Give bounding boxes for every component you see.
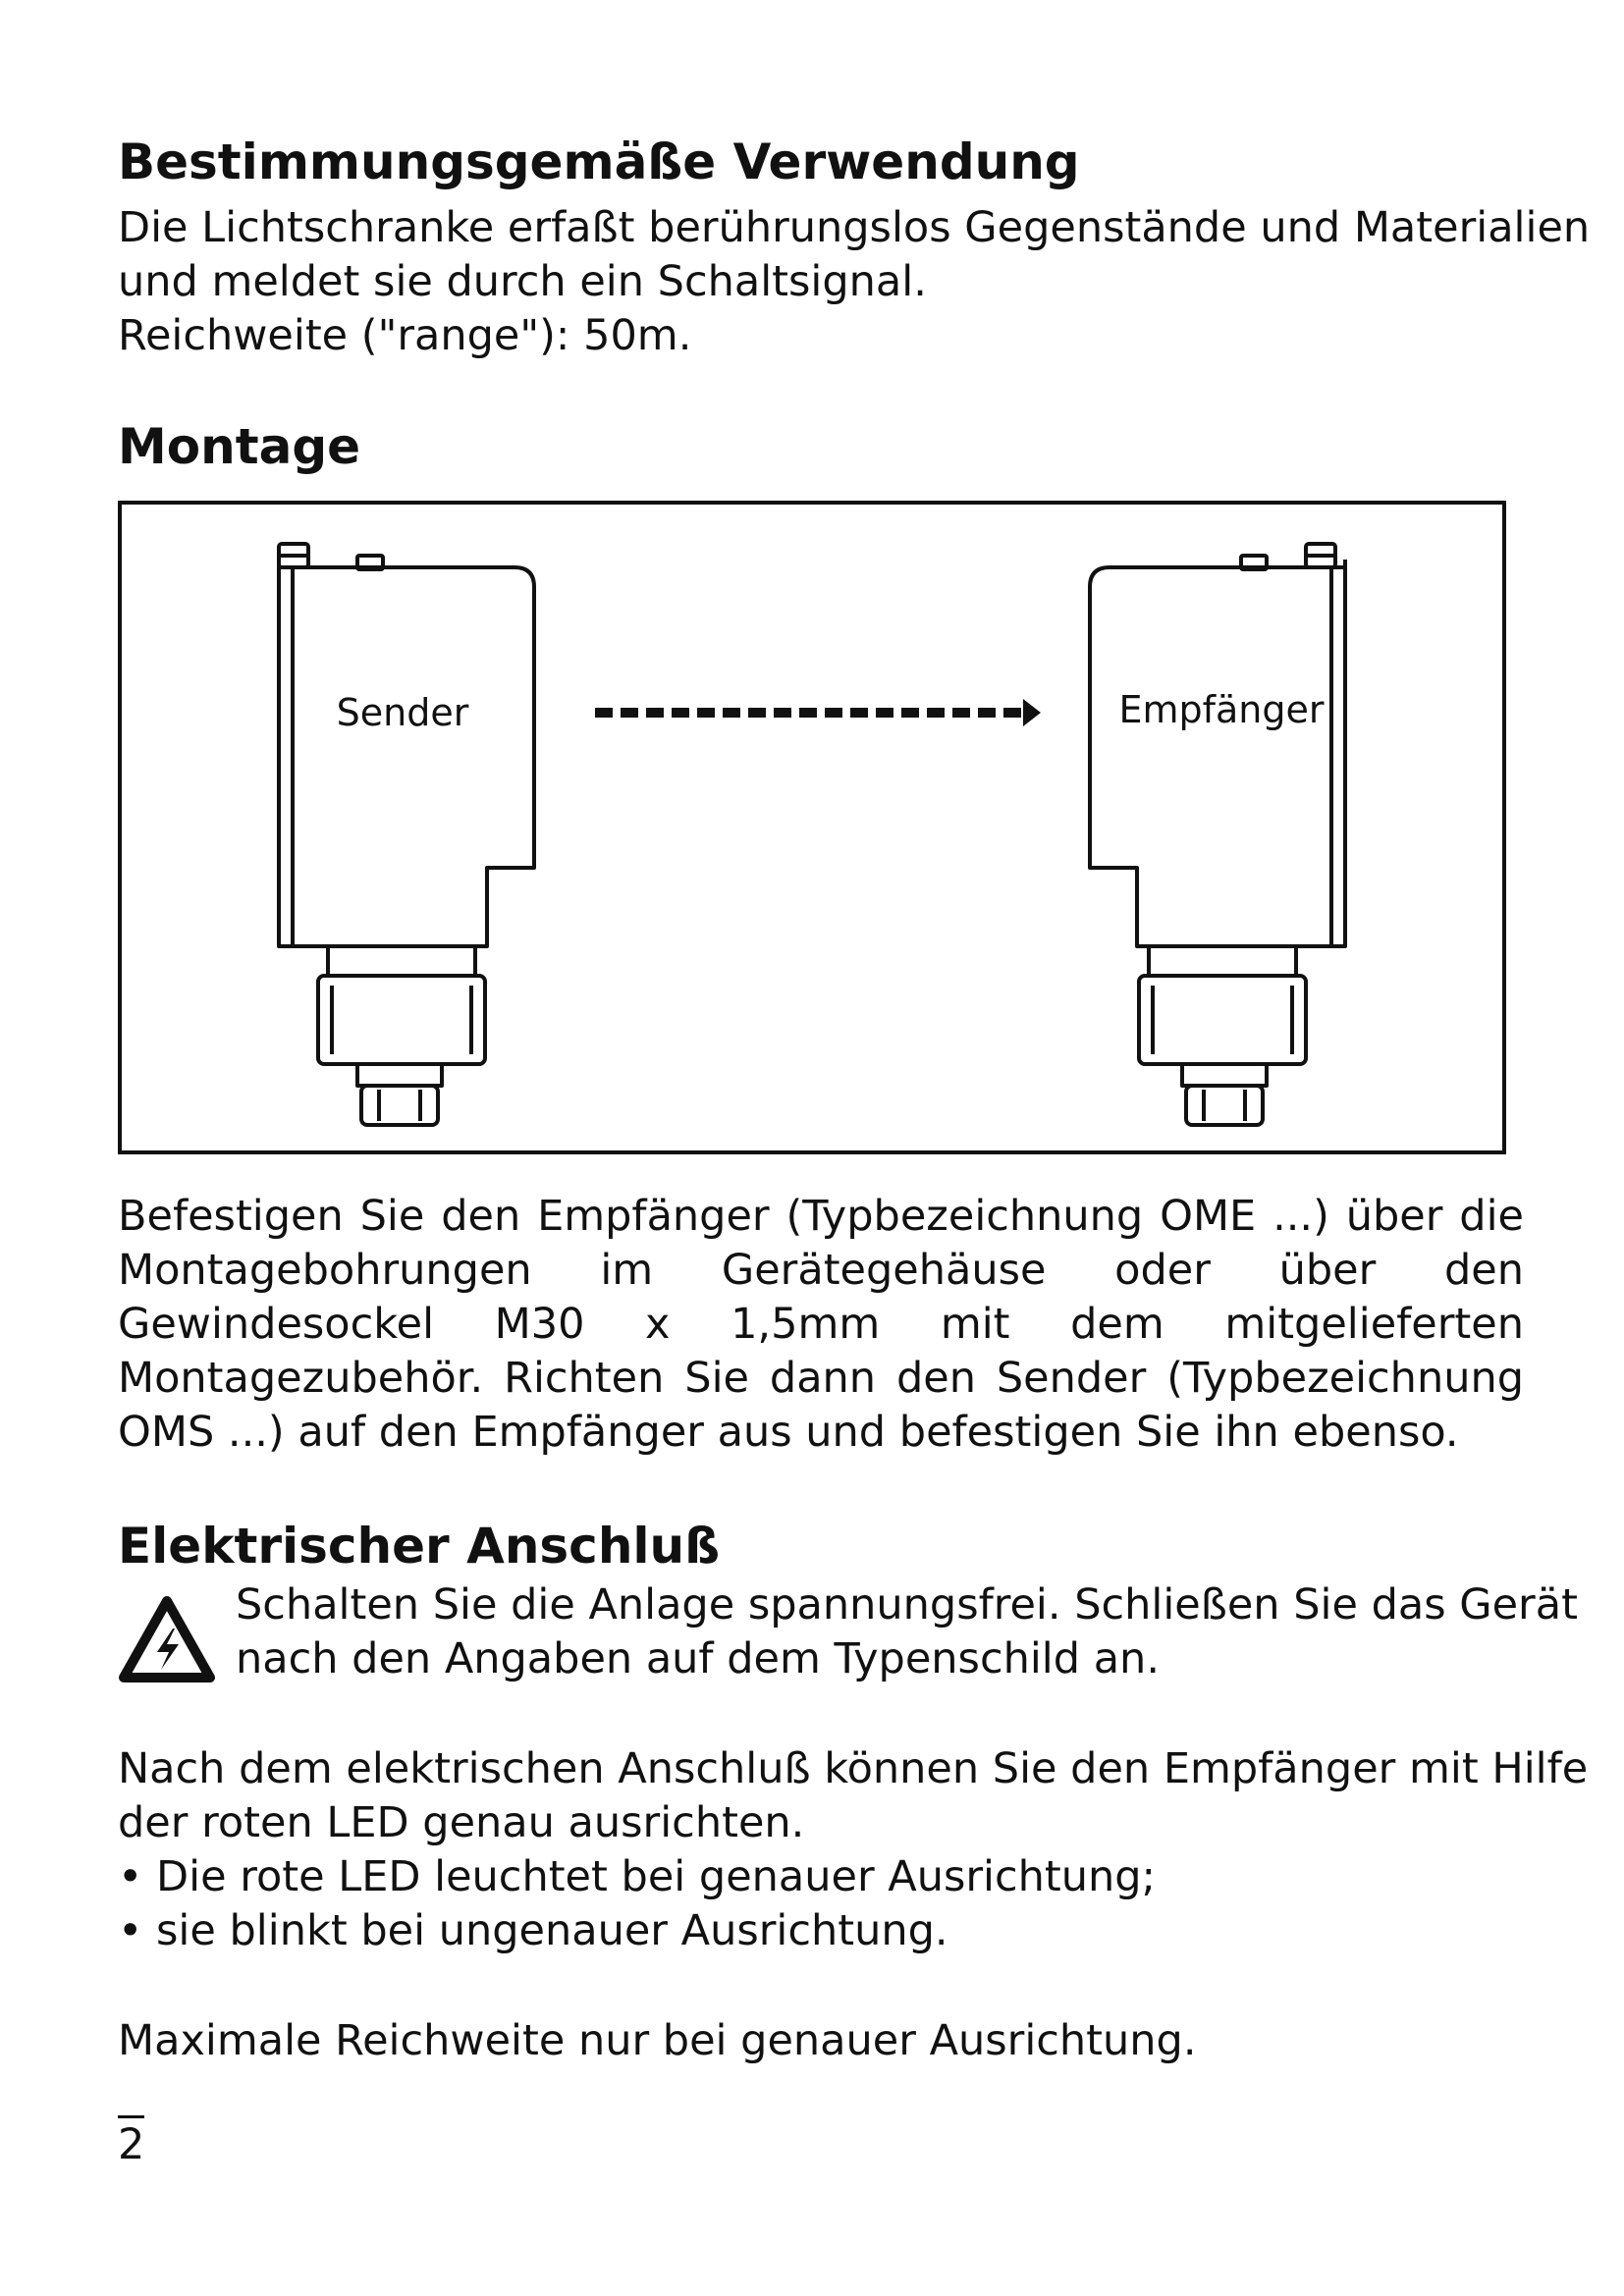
heading-mounting: Montage — [118, 418, 361, 475]
mounting-diagram-svg — [122, 505, 1502, 1150]
warning-line-2: nach den Angaben auf dem Typenschild an. — [236, 1634, 1160, 1683]
led-paragraph-line-1: Nach dem elektrischen Anschluß können Sie den Empfänger mit Hilfe — [118, 1744, 1589, 1793]
sender-device — [279, 544, 534, 1125]
bullet-led-steady: • Die rote LED leuchtet bei genauer Ausrichtung; — [118, 1852, 1157, 1901]
mounting-instructions: Befestigen Sie den Empfänger (Typbezeichnung OME ...) über die Montagebohrungen im Gerätegehäuse oder über den Gewindesockel M30 x 1,5mm mit dem mitgelieferten Montagezubehör. Richten Sie dann den Sender (Typbezeichnung OMS ...) auf den Empfänger aus und befestigen Sie ihn ebenso. — [118, 1192, 1524, 1457]
range-line: Reichweite ("range"): 50m. — [118, 311, 692, 360]
mounting-diagram — [118, 501, 1506, 1154]
intended-use-line-1: Die Lichtschranke erfaßt berührungslos Gegenstände und Materialien — [118, 203, 1591, 252]
electrical-hazard-warning-icon — [118, 1595, 216, 1683]
light-beam-arrow — [595, 699, 1041, 726]
heading-intended-use: Bestimmungsgemäße Verwendung — [118, 133, 1080, 190]
sender-label: Sender — [336, 691, 469, 734]
led-paragraph-line-2: der roten LED genau ausrichten. — [118, 1798, 805, 1847]
page-number — [118, 2120, 144, 2169]
heading-electrical-connection: Elektrischer Anschluß — [118, 1518, 721, 1575]
warning-line-1: Schalten Sie die Anlage spannungsfrei. Schließen Sie das Gerät — [236, 1580, 1578, 1629]
receiver-label: Empfänger — [1118, 688, 1325, 731]
receiver-device — [1090, 544, 1345, 1125]
bullet-led-blinking: • sie blinkt bei ungenauer Ausrichtung. — [118, 1906, 948, 1955]
page-number-value: 2 — [118, 2115, 144, 2169]
intended-use-line-2: und meldet sie durch ein Schaltsignal. — [118, 257, 927, 306]
max-range-note: Maximale Reichweite nur bei genauer Ausrichtung. — [118, 2016, 1197, 2065]
